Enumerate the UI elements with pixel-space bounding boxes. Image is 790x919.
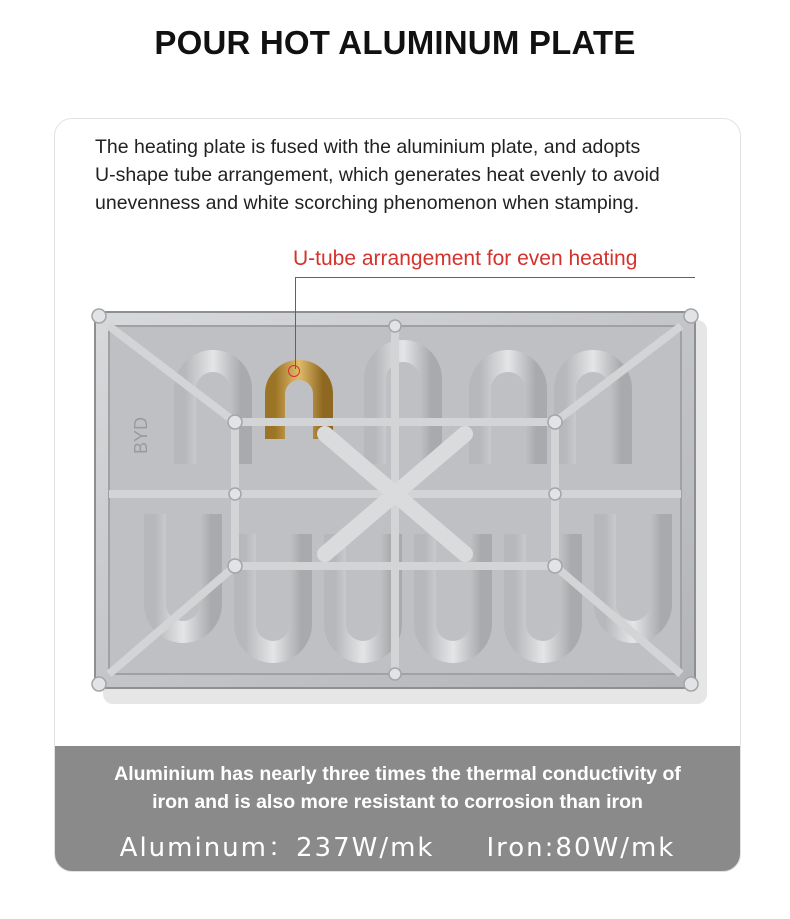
callout-leader-vertical bbox=[295, 277, 296, 369]
plate-marking: BYD bbox=[131, 416, 151, 454]
iron-spec: Iron:80W/mk bbox=[486, 833, 676, 863]
banner-line-1: Aluminium has nearly three times the thermal conductivity of bbox=[114, 763, 681, 785]
callout-leader-horizontal bbox=[295, 277, 695, 278]
aluminum-plate-photo bbox=[85, 304, 710, 704]
aluminum-spec: Aluminum：237W/mk bbox=[119, 833, 435, 863]
description bbox=[95, 133, 735, 217]
conductivity-specs bbox=[55, 827, 740, 864]
page-title: POUR HOT ALUMINUM PLATE bbox=[154, 24, 636, 61]
banner-line-2: iron and is also more resistant to corrosion than iron bbox=[152, 791, 643, 813]
description-line-3: unevenness and white scorching phenomenon when stamping. bbox=[95, 192, 640, 214]
description-line-1: The heating plate is fused with the aluminium plate, and adopts bbox=[95, 136, 641, 158]
description-line-2: U-shape tube arrangement, which generates heat evenly to avoid bbox=[95, 164, 660, 186]
conductivity-banner bbox=[55, 746, 740, 871]
callout-target-circle bbox=[288, 365, 300, 377]
product-card bbox=[54, 118, 741, 872]
callout-label: U-tube arrangement for even heating bbox=[293, 247, 638, 270]
banner-text bbox=[55, 760, 740, 816]
